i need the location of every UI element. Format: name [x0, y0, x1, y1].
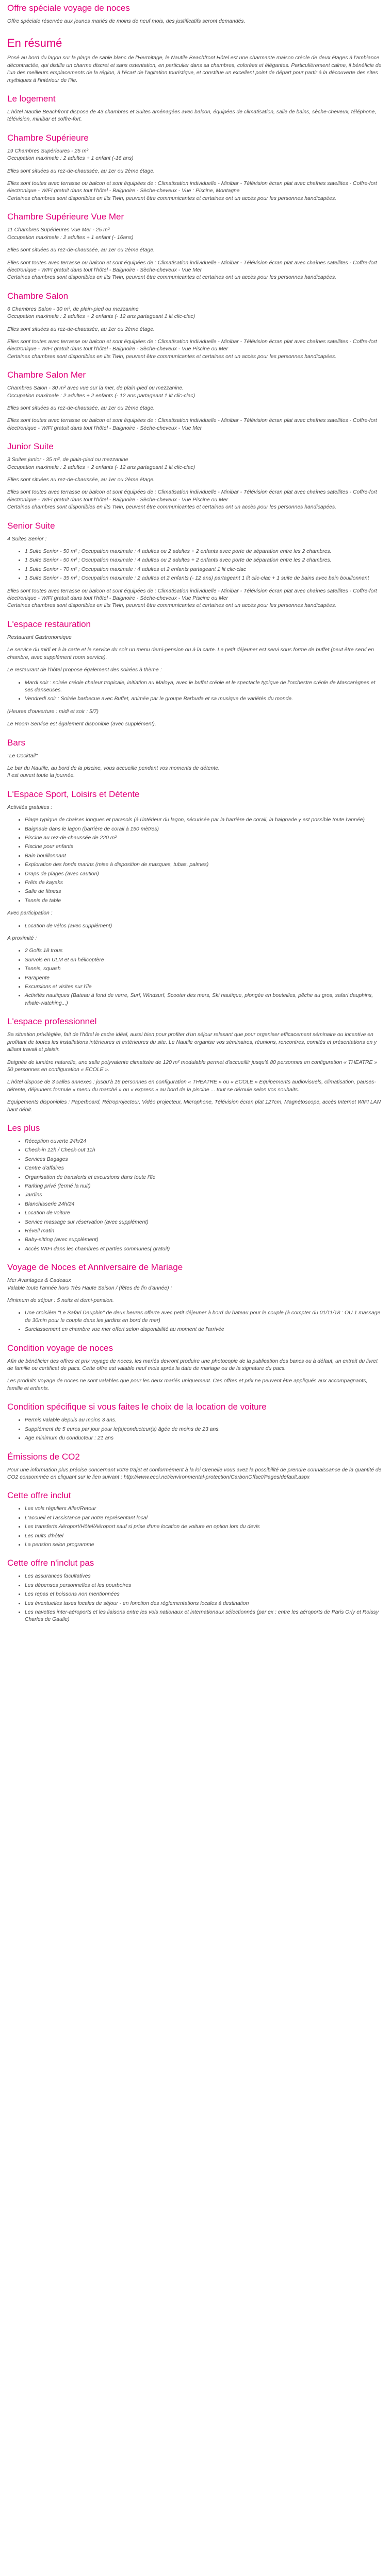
list-item: • Réception ouverte 24h/24: [25, 1138, 384, 1145]
list-item: • Organisation de transferts et excursions dans toute l'île: [25, 1174, 384, 1181]
room-floor: Elles sont situées au rez-de-chaussée, au 1er ou 2ème étage.: [7, 168, 155, 174]
list-item: • Les vols réguliers Aller/Retour: [25, 1505, 384, 1513]
pro-text-1: Sa situation privilégiée, fait de l'hôtel le cadre idéal, aussi bien pour profiter d'un séjour relaxant que pour organiser efficacement séminaire ou incentive en profitant de toutes les installations intérieures et extérieures du site. Le Nautile organise vos séminaires, réunions, rencontres, comités et présentations en y alliant travail et plaisir.: [7, 1032, 377, 1053]
sport-intro: Activités gratuites :: [7, 804, 53, 810]
room-spec-line: Occupation maximale : 2 adultes + 1 enfant (- 16ans): [7, 234, 134, 241]
list-item: • Salle de fitness: [25, 888, 384, 895]
plus-list: [7, 1138, 384, 1253]
list-item: • Activités nautiques (Bateau à fond de verre, Surf, Windsurf, Scooter des mers, Ski nautique, plongée en bouteilles, pêche au gros, safari dauphins, whale-watching...): [25, 992, 384, 1007]
list-item: • Vendredi soir : Soirée barbecue avec Buffet, animée par le groupe Barbuda et sa musique de variétés du monde.: [25, 696, 384, 703]
list-item: • Baignade dans le lagon (barrière de corail à 150 mètres): [25, 826, 384, 833]
rooms-list: [7, 133, 384, 512]
condition-title: Condition voyage de noces: [7, 1343, 113, 1353]
list-item: • Check-in 12h / Check-out 11h: [25, 1147, 384, 1154]
sport-intro-2: Avec participation :: [7, 910, 53, 917]
room-floor: Elles sont situées au rez-de-chaussée, au 1er ou 2ème étage.: [7, 477, 155, 483]
room-title: Chambre Salon Mer: [7, 370, 86, 380]
room-description: Certaines chambres sont disponibles en lits Twin, peuvent être communicantes et certaines ont un accès pour les personnes handicapées.: [7, 353, 337, 360]
co2-text: Pour une information plus précise concernant votre trajet et conformément à la loi Grenelle vous avez la possibilité de prendre connaissance de la quantité de CO2 consommée en cliquant sur le lien suivant : http://www.ecoi.net/environmental-protection/CarbonOffset/Pages/default.aspx: [7, 1467, 382, 1480]
list-item: • Mardi soir : soirée créole chaleur tropicale, initiation au Maloya, avec le buffet créole et le spectacle typique de l'orchestre créole de Mascarègnes et ses danseuses.: [25, 680, 384, 694]
bars-sub: "Le Cocktail": [7, 753, 38, 759]
room-specs: [7, 385, 384, 400]
room-spec-line: 19 Chambres Supérieures - 25 m²: [7, 148, 89, 154]
room-spec-line: Occupation maximale : 2 adultes + 2 enfants (- 12 ans partageant 1 lit clic-clac): [7, 393, 196, 399]
room-section: [7, 291, 384, 361]
senior-intro: 4 Suites Senior :: [7, 536, 47, 542]
list-item: • Prêts de kayaks: [25, 879, 384, 887]
list-item: • Centre d'affaires: [25, 1165, 384, 1172]
room-spec-line: Chambres Salon - 30 m² avec vue sur la mer, de plain-pied ou mezzanine.: [7, 385, 184, 392]
room-floor: Elles sont situées au rez-de-chaussée, au 1er ou 2ème étage.: [7, 247, 155, 253]
list-item: • 1 Suite Senior - 70 m² ; Occupation maximale : 4 adultes et 2 enfants partageant 1 lit clic-clac: [25, 566, 384, 573]
mariage-list: [7, 1310, 384, 1333]
list-item: • La pension selon programme: [25, 1541, 384, 1549]
resto-room-service: Le Room Service est également disponible (avec supplément).: [7, 721, 156, 727]
room-section: [7, 370, 384, 432]
list-item: • Permis valable depuis au moins 3 ans.: [25, 1417, 384, 1424]
list-item: • Location de vélos (avec supplément): [25, 923, 384, 930]
offre-text: Offre spéciale réservée aux jeunes mariés de moins de neuf mois, des justificatifs seront demandés.: [7, 19, 246, 24]
resto-list: [7, 680, 384, 703]
list-item: • 1 Suite Senior - 50 m² ; Occupation maximale : 4 adultes ou 2 adultes + 2 enfants avec porte de séparation entre les 2 chambres.: [25, 548, 384, 555]
logement-text: L'hôtel Nautile Beachfront dispose de 43 chambres et Suites aménagées avec balcon, équipées de climatisation, salle de bains, sèche-cheveux, téléphone, télévision, minibar et coffre-fort.: [7, 109, 377, 123]
resume-text: Posé au bord du lagon sur la plage de sable blanc de l'Hermitage, le Nautile Beachfront Hôtel est une charmante maison créole de deux étages à l'ambiance décontractée, qui distille un charme discret et sans ostentation, en particulier dans sa chambres, colorées et élégantes. Particulièrement calme, il bénéficie de l'un des meilleurs emplacements de la région, à l'écart de l'agitation touristique, et constitue un excellent point de départ pour partir à la découverte des sites mythiques à l'intérieur de l'île.: [7, 55, 382, 83]
list-item: • Piscine pour enfants: [25, 843, 384, 851]
sport-intro-3: A proximité :: [7, 936, 37, 942]
co2-title: Émissions de CO2: [7, 1451, 80, 1462]
room-description: Elles sont toutes avec terrasse ou balcon et sont équipées de : Climatisation individuelle - Minibar - Télévision écran plat avec chaînes satellites - Coffre-fort électronique - WIFI gratuit dans tout l'hôtel - Baignoire - Sèche-cheveux - Vue Piscine ou Mer: [7, 489, 377, 503]
list-item: • Tennis de table: [25, 897, 384, 905]
room-specs: [7, 456, 384, 471]
room-floor: Elles sont situées au rez-de-chaussée, au 1er ou 2ème étage.: [7, 326, 155, 332]
list-item: • Parking privé (fermé la nuit): [25, 1183, 384, 1190]
pro-text-2: Baignée de lumière naturelle, une salle polyvalente climatisée de 120 m² modulable permet d'accueillir jusqu'à 80 personnes en configuration « THEATRE » 50 personnes en configuration « ECOLE ».: [7, 1059, 378, 1073]
mariage-lines: [7, 1277, 384, 1292]
loc-title: Condition spécifique si vous faites le choix de la location de voiture: [7, 1402, 267, 1412]
list-item: • 1 Suite Senior - 50 m² ; Occupation maximale : 4 adultes ou 2 adultes + 2 enfants avec porte de séparation entre les 2 chambres.: [25, 557, 384, 564]
list-item: • Piscine au rez-de-chaussée de 220 m²: [25, 835, 384, 842]
loc-list: [7, 1417, 384, 1442]
list-item: • Location de voiture: [25, 1210, 384, 1217]
pro-text-3: L'hôtel dispose de 3 salles annexes : jusqu'à 16 personnes en configuration « THEATRE » ou « ECOLE » Equipements audiovisuels, climatisation, pauses-détente, déjeuners formule « menu du marché » ou « express » au bord de la piscine ... tout se déroule selon vos souhaits.: [7, 1079, 376, 1093]
room-description: Elles sont toutes avec terrasse ou balcon et sont équipées de : Climatisation individuelle - Minibar - Télévision écran plat avec chaînes satellites - Coffre-fort électronique - WIFI gratuit dans tout l'hôtel - Baignoire - Sèche-cheveux - Vue : Piscine, Montagne: [7, 181, 377, 194]
list-item: • Tennis, squash: [25, 965, 384, 973]
list-item: • Les repas et boissons non mentionnées: [25, 1591, 384, 1598]
list-item: • Exploration des fonds marins (mise à disposition de masques, tubas, palmes): [25, 861, 384, 869]
list-item: • Plage typique de chaises longues et parasols (à l'intérieur du lagon, sécurisée par la barrière de corail, la baignade y est possible toute l'année): [25, 817, 384, 824]
room-section: [7, 212, 384, 281]
list-item: • Les éventuelles taxes locales de séjour - en fonction des réglementations locales à destination: [25, 1600, 384, 1607]
room-section: [7, 442, 384, 511]
room-specs: [7, 227, 384, 242]
ninclut-list: [7, 1573, 384, 1623]
room-spec-line: 11 Chambres Supérieures Vue Mer - 25 m²: [7, 227, 110, 233]
list-item: • Réveil matin: [25, 1228, 384, 1235]
room-title: Chambre Salon: [7, 291, 69, 301]
resto-text-1: Le service du midi et à la carte et le service du soir un menu demi-pension ou à la carte. Le petit déjeuner est servi sous forme de buffet (peut être servi en chambre, avec supplément room service).: [7, 647, 374, 660]
list-item: • Les transferts Aéroport/Hôtel/Aéroport sauf si prise d'une location de voiture en option lors du devis: [25, 1523, 384, 1531]
room-spec-line: Occupation maximale : 2 adultes + 2 enfants (- 12 ans partageant 1 lit clic-clac): [7, 464, 196, 470]
mariage-title: Voyage de Noces et Anniversaire de Mariage: [7, 1262, 183, 1273]
list-item: • Jardins: [25, 1192, 384, 1199]
list-item: • Excursions et visites sur l'île: [25, 984, 384, 991]
pro-text-4: Equipements disponibles : Paperboard, Rétroprojecteur, Vidéo projecteur, Microphone, Télévision écran plat 127cm, Magnétoscope, accès Internet WIFI LAN haut débit.: [7, 1099, 381, 1113]
list-item: • Les navettes inter-aéroports et les liaisons entre les vols nationaux et internationaux sélectionnés (par ex : entre les aéroports de Paris Orly et Roissy Charles de Gaulle): [25, 1609, 384, 1624]
mariage-min: Minimum de séjour : 5 nuits et demi-pension.: [7, 1298, 114, 1304]
room-specs: [7, 306, 384, 321]
room-floor: Elles sont situées au rez-de-chaussée, au 1er ou 2ème étage.: [7, 405, 155, 411]
senior-equipment: Elles sont toutes avec terrasse ou balcon et sont équipées de : Climatisation individuelle - Minibar - Télévision écran plat avec chaînes satellites - Coffre-fort électronique - WIFI gratuit dans tout l'hôtel - Baignoire - Sèche-cheveux - Vue Piscine ou Mer: [7, 588, 377, 602]
list-item: • Les assurances facultatives: [25, 1573, 384, 1580]
room-specs: [7, 148, 384, 163]
bars-text-2: Il est ouvert toute la journée.: [7, 773, 75, 779]
list-item: • Baby-sitting (avec supplément): [25, 1236, 384, 1244]
offre-title: Offre spéciale voyage de noces: [7, 3, 130, 13]
resto-text-2: Le restaurant de l'hôtel propose également des soirées à thème :: [7, 667, 162, 673]
room-description: Elles sont toutes avec terrasse ou balcon et sont équipées de : Climatisation individuelle - Minibar - Télévision écran plat avec chaînes satellites - Coffre-fort électronique - WIFI gratuit dans tout l'hôtel - Baignoire - Sèche-cheveux - Vue Mer: [7, 418, 377, 431]
senior-title: Senior Suite: [7, 520, 55, 531]
room-spec-line: 6 Chambres Salon - 30 m², de plain-pied ou mezzanine: [7, 306, 139, 312]
logement-title: Le logement: [7, 94, 56, 104]
list-item: • Draps de plages (avec caution): [25, 871, 384, 878]
room-title: Chambre Supérieure: [7, 132, 89, 143]
list-item: • Supplément de 5 euros par jour pour le(s)conducteur(s) âgée de moins de 23 ans.: [25, 1426, 384, 1433]
list-item: • 1 Suite Senior - 35 m² ; Occupation maximale : 2 adultes et 2 enfants (- 12 ans) partageant 1 lit clic-clac + 1 suite de bains avec bain bouillonnant: [25, 575, 384, 582]
resume-title: En résumé: [7, 37, 62, 50]
resto-hours: (Heures d'ouverture : midi et soir : 5/7): [7, 708, 99, 715]
bars-text-1: Le bar du Nautile, au bord de la piscine, vous accueille pendant vos moments de détente.: [7, 765, 220, 771]
room-description: Elles sont toutes avec terrasse ou balcon et sont équipées de : Climatisation individuelle - Minibar - Télévision écran plat avec chaînes satellites - Coffre-fort électronique - WIFI gratuit dans tout l'hôtel - Baignoire - Sèche-cheveux - Vue Piscine ou Mer: [7, 338, 377, 352]
list-item: • Surclassement en chambre vue mer offert selon disponibilité au moment de l'arrivée: [25, 1326, 384, 1333]
room-title: Chambre Supérieure Vue Mer: [7, 212, 124, 222]
list-item: • Une croisière "Le Safari Dauphin" de deux heures offerte avec petit déjeuner à bord du bateau pour le couple (à compter du 01/11/18 : OU 1 massage de 30min pour le couple dans les jardins en bord de mer): [25, 1310, 384, 1325]
list-item: • Accès WIFI dans les chambres et parties communes( gratuit): [25, 1246, 384, 1253]
room-title: Junior Suite: [7, 442, 54, 452]
sport-title: L'Espace Sport, Loisirs et Détente: [7, 789, 140, 799]
room-section: [7, 133, 384, 202]
list-item: • Services Bagages: [25, 1156, 384, 1163]
senior-note: Certaines chambres sont disponibles en lits Twin, peuvent être communicantes et certaines ont un accès pour les personnes handicapées.: [7, 603, 337, 609]
senior-list: [7, 548, 384, 583]
list-item: • L'accueil et l'assistance par notre représentant local: [25, 1515, 384, 1522]
condition-text-1: Afin de bénéficier des offres et prix voyage de noces, les mariés devront produire une photocopie de la publication des bancs ou à défaut, un extrait du livret de famille ou certificat de pacs. Cette offre est valable neuf mois après la date de mariage ou de la signature du pacs.: [7, 1358, 378, 1372]
inclut-list: [7, 1505, 384, 1549]
sport-free-list: [7, 817, 384, 905]
sport-paid-list: [7, 923, 384, 930]
list-item: • Blanchisserie 24h/24: [25, 1201, 384, 1208]
list-item: • Parapente: [25, 975, 384, 982]
ninclut-title: Cette offre n'inclut pas: [7, 1558, 94, 1568]
list-item: • 2 Golfs 18 trous: [25, 947, 384, 955]
sport-nearby-list: [7, 947, 384, 1007]
resto-sub: Restaurant Gastronomique: [7, 634, 72, 640]
condition-text-2: Les produits voyage de noces ne sont valables que pour les deux mariés uniquement. Ces offres et prix ne peuvent être appliqués aux accompagnants, famille et enfants.: [7, 1378, 368, 1392]
inclut-title: Cette offre inclut: [7, 1490, 71, 1501]
resto-title: L'espace restauration: [7, 619, 91, 629]
room-description: Elles sont toutes avec terrasse ou balcon et sont équipées de : Climatisation individuelle - Minibar - Télévision écran plat avec chaînes satellites - Coffre-fort électronique - WIFI gratuit dans tout l'hôtel - Baignoire - Sèche-cheveux - Vue Mer: [7, 260, 377, 273]
list-item: • Les nuits d'hôtel: [25, 1533, 384, 1540]
room-spec-line: Occupation maximale : 2 adultes + 1 enfant (-16 ans): [7, 156, 134, 162]
room-spec-line: Occupation maximale : 2 adultes + 2 enfants (- 12 ans partageant 1 lit clic-clac): [7, 314, 196, 320]
list-item: • Les dépenses personnelles et les pourboires: [25, 1582, 384, 1589]
list-item: • Survols en ULM et en hélicoptère: [25, 957, 384, 964]
mariage-line-2: Valable toute l'année hors Très Haute Saison / (fêtes de fin d'année) :: [7, 1285, 172, 1291]
list-item: • Bain bouillonnant: [25, 853, 384, 860]
mariage-line-1: Mer Avantages & Cadeaux: [7, 1278, 71, 1284]
plus-title: Les plus: [7, 1123, 40, 1133]
pro-title: L'espace professionnel: [7, 1016, 97, 1027]
room-description: Certaines chambres sont disponibles en lits Twin, peuvent être communicantes et certaines ont un accès pour les personnes handicapées.: [7, 275, 337, 281]
list-item: • Service massage sur réservation (avec supplément): [25, 1219, 384, 1226]
bars-title: Bars: [7, 737, 25, 748]
room-description: Certaines chambres sont disponibles en lits Twin, peuvent être communicantes et certaines ont un accès pour les personnes handicapées.: [7, 504, 337, 511]
room-description: Certaines chambres sont disponibles en lits Twin, peuvent être communicantes et certaines ont un accès pour les personnes handicapées.: [7, 195, 337, 201]
list-item: • Age minimum du conducteur : 21 ans: [25, 1435, 384, 1442]
room-spec-line: 3 Suites junior - 35 m², de plain-pied ou mezzanine: [7, 457, 128, 463]
